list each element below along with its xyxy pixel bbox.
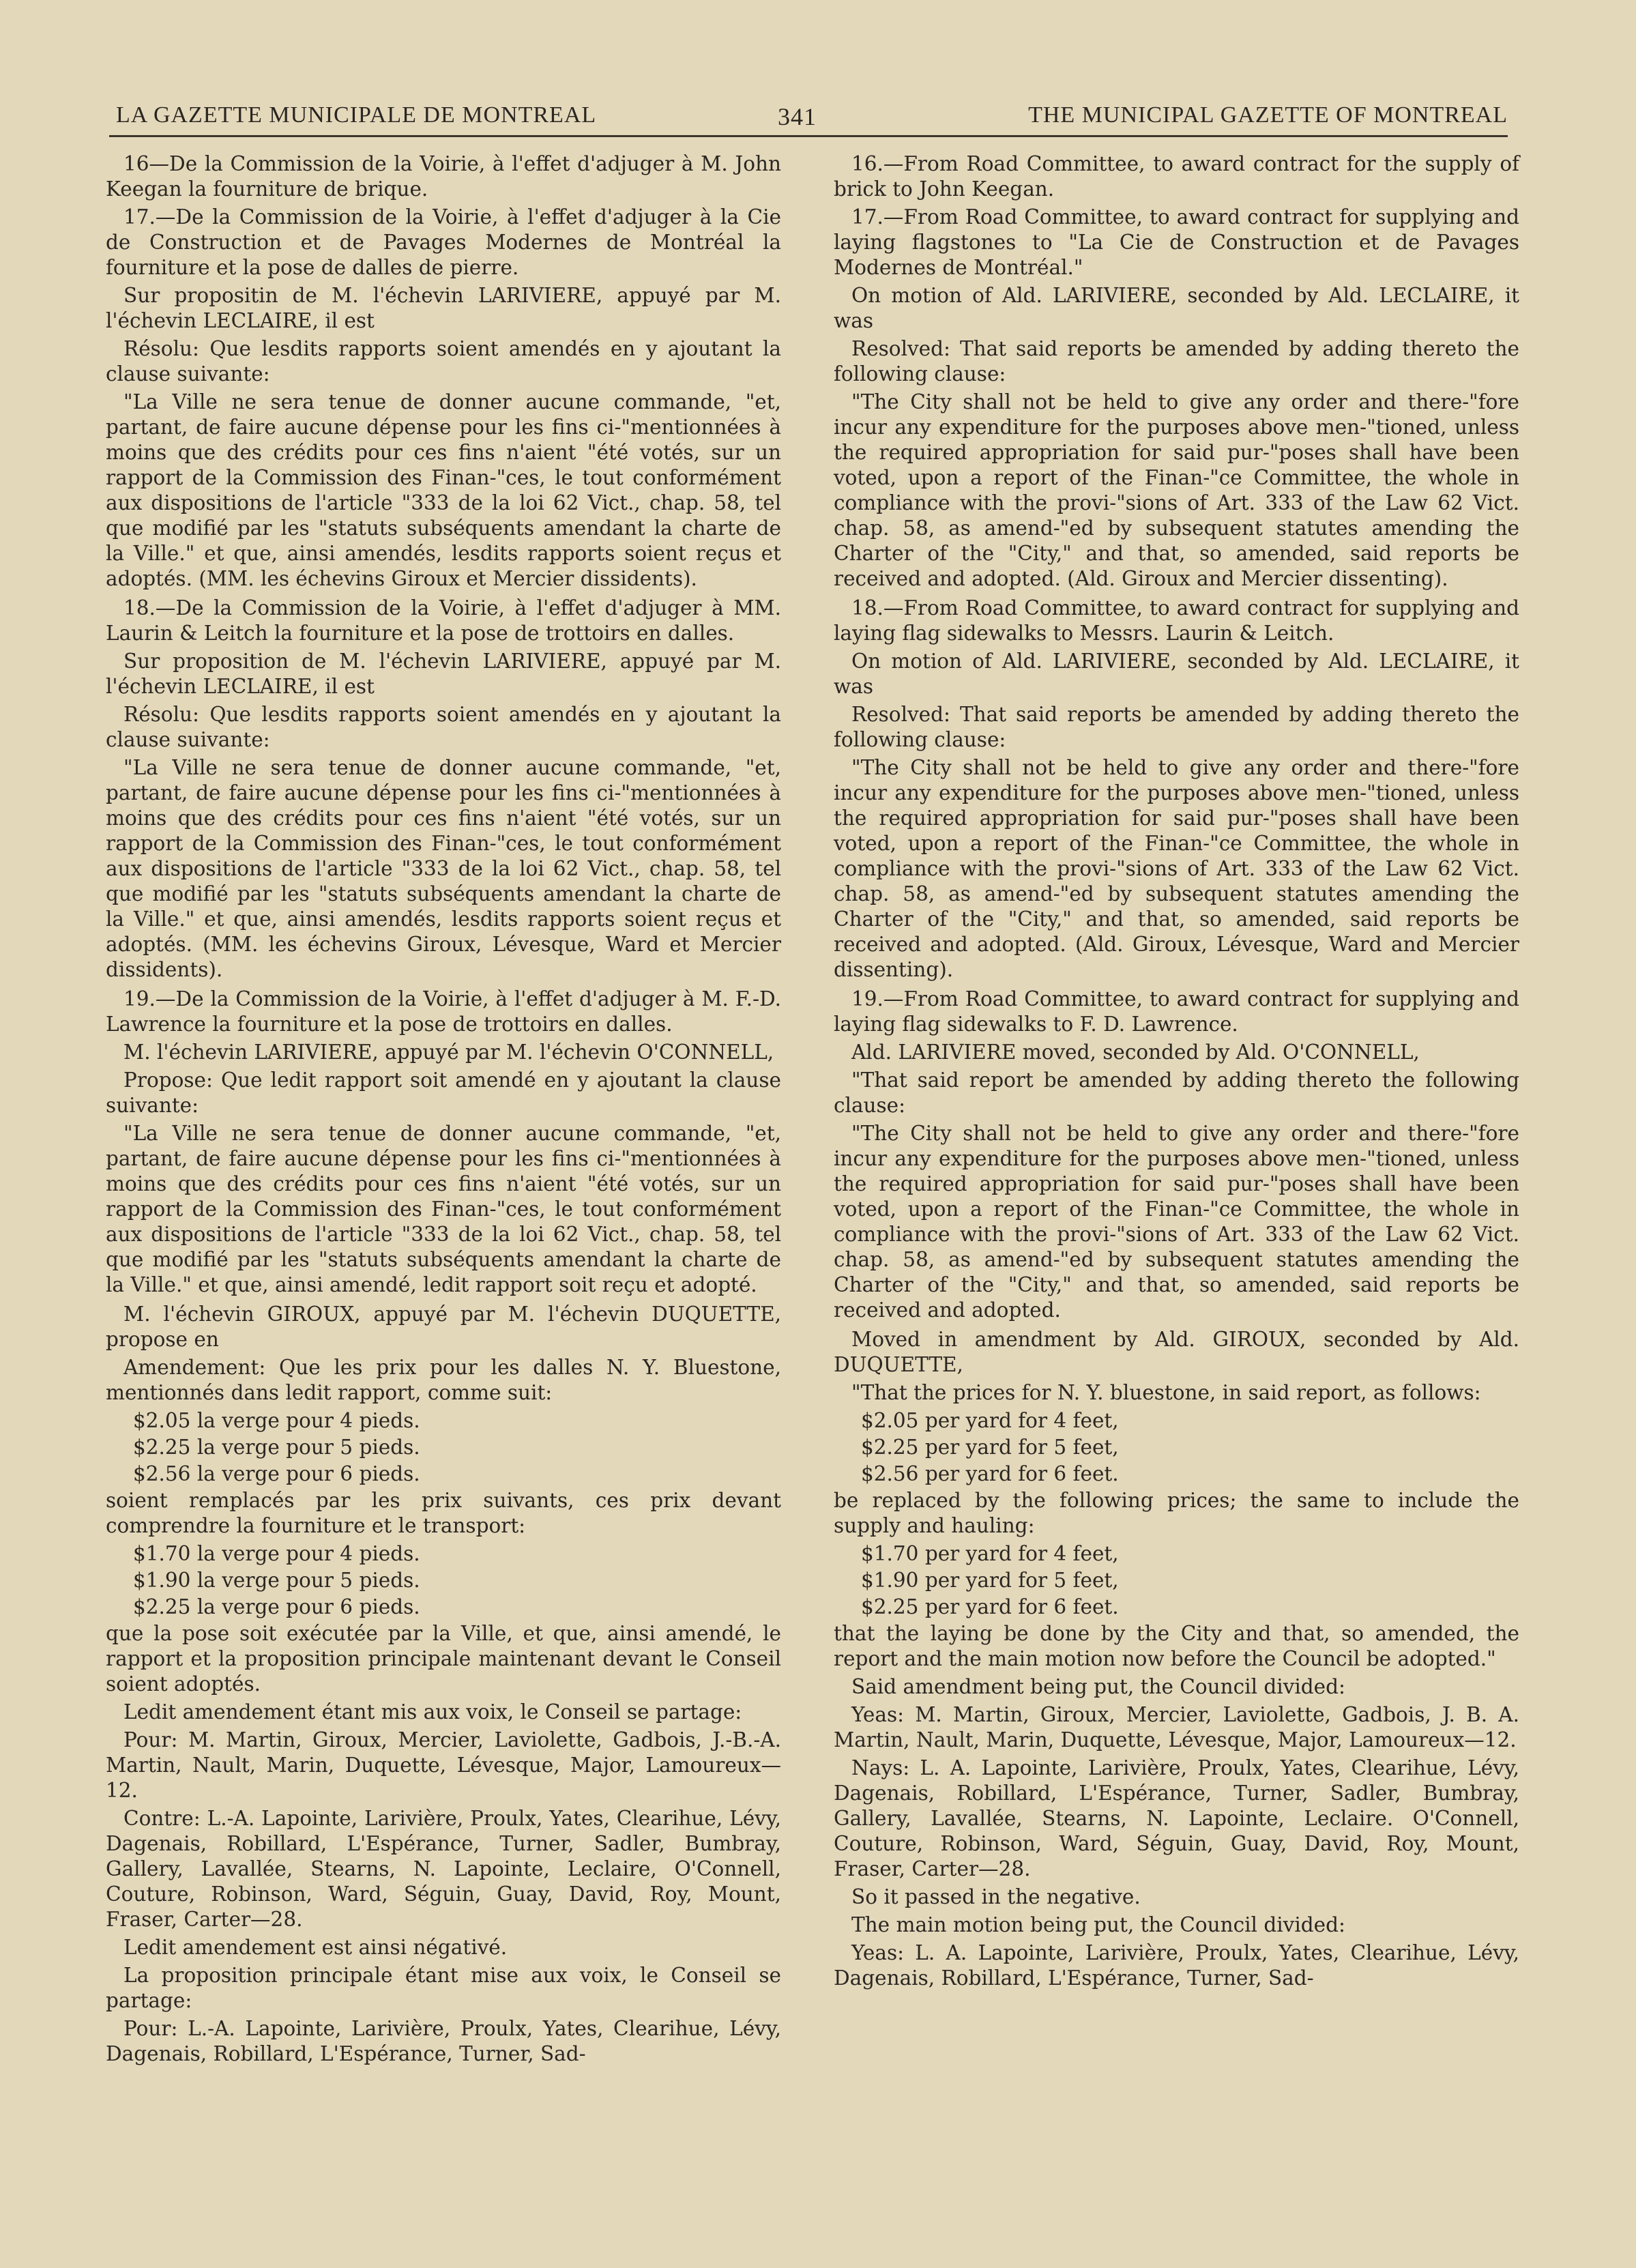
vote-intro-en-1: Said amendment being put, the Council divided: bbox=[851, 1675, 1345, 1698]
replacement-en: be replaced by the following prices; the same to include the supply and hauling: bbox=[834, 1489, 1519, 1537]
item-19-fr: 19.—De la Commission de la Voirie, à l'effet d'adjuger à M. F.-D. Lawrence la fourniture et la pose de trottoirs en dalles. bbox=[106, 987, 781, 1036]
vote-intro-fr-1: Ledit amendement étant mis aux voix, le Conseil se partage: bbox=[123, 1700, 742, 1724]
price-line: $1.70 la verge pour 4 pieds. bbox=[133, 1542, 420, 1565]
vote-yeas-en-2: Yeas: L. A. Lapointe, Larivière, Proulx, Yates, Clearihue, Lévy, Dagenais, Robillard, L'Espérance, Turner, Sad- bbox=[834, 1941, 1519, 1990]
price-line: $2.25 per yard for 6 feet. bbox=[861, 1595, 1119, 1618]
price-line: $1.90 la verge pour 5 pieds. bbox=[133, 1569, 420, 1592]
header-english-title: THE MUNICIPAL GAZETTE OF MONTREAL bbox=[1028, 102, 1508, 128]
vote-intro-en-2: The main motion being put, the Council divided: bbox=[851, 1913, 1345, 1936]
amendment-mover-fr: M. l'échevin GIROUX, appuyé par M. l'échevin DUQUETTE, propose en bbox=[106, 1303, 781, 1351]
amendment-en: "That the prices for N. Y. bluestone, in said report, as follows: bbox=[851, 1381, 1481, 1404]
price-line: $2.56 la verge pour 6 pieds. bbox=[133, 1462, 420, 1485]
resolution-en-2: Resolved: That said reports be amended by adding thereto the following clause: bbox=[834, 703, 1519, 751]
item-17-en: 17.—From Road Committee, to award contract for supplying and laying flagstones to "La Cie de Construction et de Pavages Modernes de Montréal." bbox=[834, 205, 1519, 279]
motion-en-1: On motion of Ald. LARIVIERE, seconded by Ald. LECLAIRE, it was bbox=[834, 284, 1519, 332]
header-french-title: LA GAZETTE MUNICIPALE DE MONTREAL bbox=[116, 102, 597, 128]
item-16-en: 16.—From Road Committee, to award contract for the supply of brick to John Keegan. bbox=[834, 152, 1519, 201]
proposal-fr: Propose: Que ledit rapport soit amendé en y ajoutant la clause suivante: bbox=[106, 1068, 781, 1117]
item-16-fr: 16—De la Commission de la Voirie, à l'effet d'adjuger à M. John Keegan la fourniture de brique. bbox=[106, 152, 781, 201]
price-line: $2.25 per yard for 5 feet, bbox=[861, 1436, 1119, 1459]
clause-fr-3: "La Ville ne sera tenue de donner aucune commande, "et, partant, de faire aucune dépense pour les fins ci-"mentionnées à moins que des crédits pour ces fins n'aient "été votés, sur un rapport de la Commission des Finan-"ces, le tout conformément aux dispositions de l'article "333 de la loi 62 Vict., chap. 58, tel que modifié par les "statuts subséquents amendant la charte de la Ville." et que, ainsi amendé, ledit rapport soit reçu et adopté. bbox=[106, 1122, 781, 1296]
price-line: $2.56 per yard for 6 feet. bbox=[861, 1462, 1119, 1485]
replacement-fr: soient remplacés par les prix suivants, ces prix devant comprendre la fourniture et le transport: bbox=[106, 1489, 781, 1537]
motion-fr-1: Sur propositin de M. l'échevin LARIVIERE, appuyé par M. l'échevin LECLAIRE, il est bbox=[106, 284, 781, 332]
vote-intro-fr-2: La proposition principale étant mise aux voix, le Conseil se partage: bbox=[106, 1964, 781, 2012]
result-en: So it passed in the negative. bbox=[851, 1885, 1141, 1908]
laying-clause-fr: que la pose soit exécutée par la Ville, et que, ainsi amendé, le rapport et la proposition principale maintenant devant le Conseil soient adoptés. bbox=[106, 1622, 781, 1696]
clause-fr-2: "La Ville ne sera tenue de donner aucune commande, "et, partant, de faire aucune dépense pour les fins ci-"mentionnées à moins que des crédits pour ces fins n'aient "été votés, sur un rapport de la Commission des Finan-"ces, le tout conformément aux dispositions de l'article "333 de la loi 62 Vict., chap. 58, tel que modifié par les "statuts subséquents amendant la charte de la Ville." et que, ainsi amendés, lesdits rapports soient reçus et adoptés. (MM. les échevins Giroux, Lévesque, Ward et Mercier dissidents). bbox=[106, 756, 781, 981]
resolution-fr-2: Résolu: Que lesdits rapports soient amendés en y ajoutant la clause suivante: bbox=[106, 703, 781, 751]
price-line: $2.05 per yard for 4 feet, bbox=[861, 1409, 1119, 1432]
clause-en-3: "The City shall not be held to give any order and there-"fore incur any expenditure for the purposes above men-"tioned, unless the required appropriation for said pur-"poses shall have been voted, upon a report of the Finan-"ce Committee, the whole in compliance with the provi-"sions of Art. 333 of the Law 62 Vict. chap. 58, as amend-"ed by subsequent statutes amending the Charter of the "City," and that, so amended, said reports be received and adopted. bbox=[834, 1122, 1519, 1322]
page-header bbox=[109, 96, 1508, 136]
motion-fr-3: M. l'échevin LARIVIERE, appuyé par M. l'échevin O'CONNELL, bbox=[123, 1041, 774, 1064]
french-column bbox=[106, 151, 781, 2069]
proposal-en: "That said report be amended by adding thereto the following clause: bbox=[834, 1068, 1519, 1117]
vote-pour-fr-1: Pour: M. Martin, Giroux, Mercier, Laviolette, Gadbois, J.-B.-A. Martin, Nault, Marin, Duquette, Lévesque, Major, Lamoureux—12. bbox=[106, 1728, 781, 1802]
item-19-en: 19.—From Road Committee, to award contract for supplying and laying flag sidewalks to F. D. Lawrence. bbox=[834, 987, 1519, 1036]
item-18-fr: 18.—De la Commission de la Voirie, à l'effet d'adjuger à MM. Laurin & Leitch la fourniture et la pose de trottoirs en dalles. bbox=[106, 596, 781, 645]
clause-fr-1: "La Ville ne sera tenue de donner aucune commande, "et, partant, de faire aucune dépense pour les fins ci-"mentionnées à moins que des crédits pour ces fins n'aient "été votés, sur un rapport de la Commission des Finan-"ces, le tout conformément aux dispositions de l'article "333 de la loi 62 Vict., chap. 58, tel que modifié par les "statuts subséquents amendant la charte de la Ville." et que, ainsi amendés, lesdits rapports soient reçus et adoptés. (MM. les échevins Giroux et Mercier dissidents). bbox=[106, 390, 781, 590]
motion-fr-2: Sur proposition de M. l'échevin LARIVIERE, appuyé par M. l'échevin LECLAIRE, il est bbox=[106, 650, 781, 698]
item-18-en: 18.—From Road Committee, to award contract for supplying and laying flag sidewalks to Messrs. Laurin & Leitch. bbox=[834, 596, 1519, 645]
price-line: $2.25 la verge pour 5 pieds. bbox=[133, 1436, 420, 1459]
motion-en-2: On motion of Ald. LARIVIERE, seconded by Ald. LECLAIRE, it was bbox=[834, 650, 1519, 698]
item-17-fr: 17.—De la Commission de la Voirie, à l'effet d'adjuger à la Cie de Construction et de Pavages Modernes de Montréal la fourniture et la pose de dalles de pierre. bbox=[106, 205, 781, 279]
amendment-fr: Amendement: Que les prix pour les dalles N. Y. Bluestone, mentionnés dans ledit rapport, comme suit: bbox=[106, 1356, 781, 1404]
result-fr: Ledit amendement est ainsi négativé. bbox=[123, 1936, 508, 1959]
motion-en-3: Ald. LARIVIERE moved, seconded by Ald. O'CONNELL, bbox=[851, 1041, 1420, 1064]
resolution-fr-1: Résolu: Que lesdits rapports soient amendés en y ajoutant la clause suivante: bbox=[106, 337, 781, 386]
amendment-mover-en: Moved in amendment by Ald. GIROUX, seconded by Ald. DUQUETTE, bbox=[834, 1328, 1519, 1376]
page-number: 341 bbox=[778, 103, 817, 130]
vote-pour-fr-2: Pour: L.-A. Lapointe, Larivière, Proulx, Yates, Clearihue, Lévy, Dagenais, Robillard, L'Espérance, Turner, Sad- bbox=[106, 2017, 781, 2065]
vote-contre-fr: Contre: L.-A. Lapointe, Larivière, Proulx, Yates, Clearihue, Lévy, Dagenais, Robillard, L'Espérance, Turner, Sadler, Bumbray, Gallery, Lavallée, Stearns, N. Lapointe, Leclaire, O'Connell, Couture, Robinson, Ward, Séguin, Guay, David, Roy, Mount, Fraser, Carter—28. bbox=[106, 1807, 781, 1931]
price-line: $2.25 la verge pour 6 pieds. bbox=[133, 1595, 420, 1618]
price-line: $2.05 la verge pour 4 pieds. bbox=[133, 1409, 420, 1432]
resolution-en-1: Resolved: That said reports be amended by adding thereto the following clause: bbox=[834, 337, 1519, 386]
price-line: $1.70 per yard for 4 feet, bbox=[861, 1542, 1119, 1565]
laying-clause-en: that the laying be done by the City and that, so amended, the report and the main motion now before the Council be adopted." bbox=[834, 1622, 1519, 1670]
header-rule bbox=[109, 135, 1508, 137]
english-column bbox=[834, 151, 1519, 1994]
clause-en-1: "The City shall not be held to give any order and there-"fore incur any expenditure for the purposes above men-"tioned, unless the required appropriation for said pur-"poses shall have been voted, upon a report of the Finan-"ce Committee, the whole in compliance with the provi-"sions of Art. 333 of the Law 62 Vict. chap. 58, as amend-"ed by subsequent statutes amending the Charter of the "City," and that, so amended, said reports be received and adopted. (Ald. Giroux and Mercier dissenting). bbox=[834, 390, 1519, 590]
price-line: $1.90 per yard for 5 feet, bbox=[861, 1569, 1119, 1592]
clause-en-2: "The City shall not be held to give any order and there-"fore incur any expenditure for the purposes above men-"tioned, unless the required appropriation for said pur-"poses shall have been voted, upon a report of the Finan-"ce Committee, the whole in compliance with the provi-"sions of Art. 333 of the Law 62 Vict. chap. 58, as amend-"ed by subsequent statutes amending the Charter of the "City," and that, so amended, said reports be received and adopted. (Ald. Giroux, Lévesque, Ward and Mercier dissenting). bbox=[834, 756, 1519, 981]
vote-nays-en: Nays: L. A. Lapointe, Larivière, Proulx, Yates, Clearihue, Lévy, Dagenais, Robillard, L'Espérance, Turner, Sadler, Bumbray, Gallery, Lavallée, Stearns, N. Lapointe, Leclaire. O'Connell, Couture, Robinson, Ward, Séguin, Guay, David, Roy, Mount, Fraser, Carter—28. bbox=[834, 1756, 1519, 1880]
vote-yeas-en-1: Yeas: M. Martin, Giroux, Mercier, Laviolette, Gadbois, J. B. A. Martin, Nault, Marin, Duquette, Lévesque, Major, Lamoureux—12. bbox=[834, 1703, 1519, 1751]
